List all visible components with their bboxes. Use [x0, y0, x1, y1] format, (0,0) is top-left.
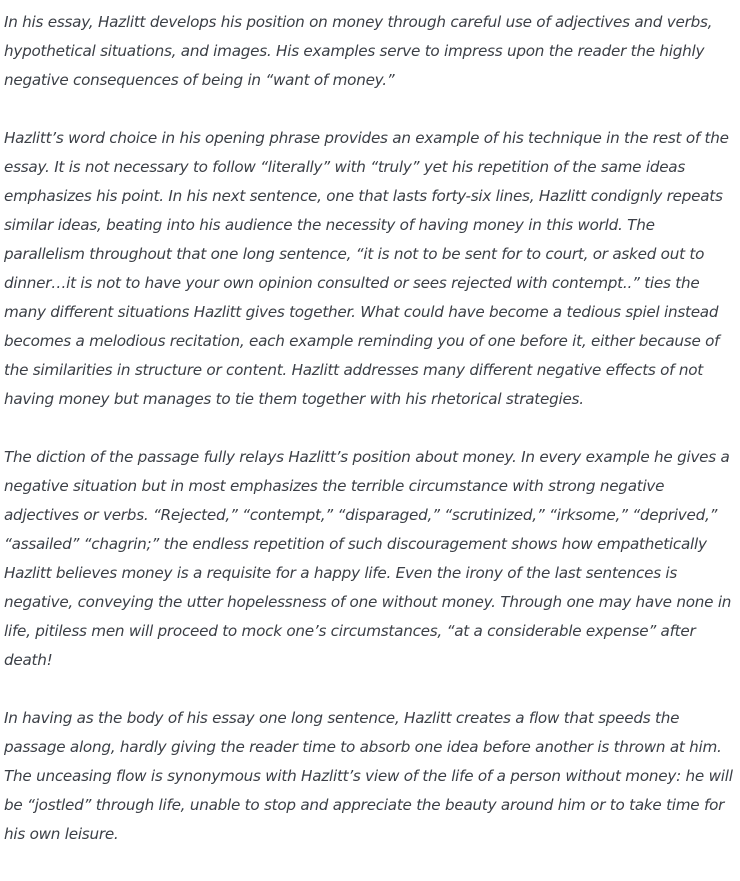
paragraph-intro: In his essay, Hazlitt develops his position on money through careful use of adjectives and verbs, hypothetical situations, and images. His examples serve to impress upon the reader the highly negative consequences of being in “want of money.” [4, 13, 713, 89]
paragraph-flow: In having as the body of his essay one long sentence, Hazlitt creates a flow that speeds the passage along, hardly giving the reader time to absorb one idea before another is thrown at him. The unceasing flow is synonymous with Hazlitt’s view of the life of a person without money: he will be “jostled” through life, unable to stop and appreciate the beauty around him or to take time for his own leisure. [4, 709, 733, 843]
paragraph-diction: The diction of the passage fully relays Hazlitt’s position about money. In every example he gives a negative situation but in most emphasizes the terrible circumstance with strong negative adjectives or verbs. “Rejected,” “contempt,” “disparaged,” “scrutinized,” “irksome,” “deprived,” “assailed” “chagrin;” the endless repetition of such discouragement shows how empathetically Hazlitt believes money is a requisite for a happy life. Even the irony of the last sentences is negative, conveying the utter hopelessness of one without money. Through one may have none in life, pitiless men will proceed to mock one’s circumstances, “at a considerable expense” after death! [4, 448, 732, 669]
paragraph-word-choice: Hazlitt’s word choice in his opening phrase provides an example of his technique in the rest of the essay. It is not necessary to follow “literally” with “truly” yet his repetition of the same ideas emphasizes his point. In his next sentence, one that lasts forty-six lines, Hazlitt condignly repeats similar ideas, beating into his audience the necessity of having money in this world. The parallelism throughout that one long sentence, “it is not to be sent for to court, or asked out to dinner…it is not to have your own opinion consulted or sees rejected with contempt..” ties the many different situations Hazlitt gives together. What could have become a tedious spiel instead becomes a melodious recitation, each example reminding you of one before it, either because of the similarities in structure or content. Hazlitt addresses many different negative effects of not having money but manages to tie them together with his rhetorical strategies. [4, 129, 729, 408]
essay-text [4, 8, 738, 849]
